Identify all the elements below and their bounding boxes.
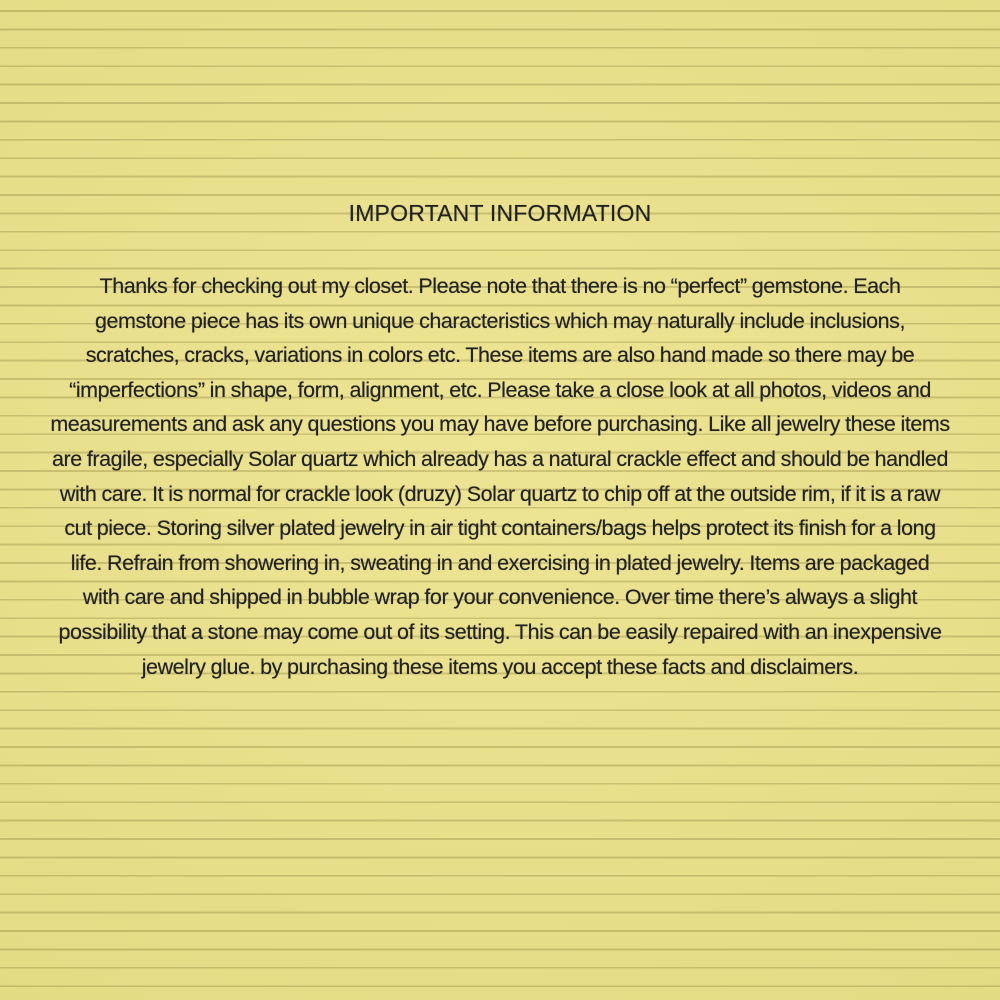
notice-line: are fragile, especially Solar quartz which already has a natural crackle effect and should be handled xyxy=(52,446,948,471)
notice-title: IMPORTANT INFORMATION xyxy=(348,200,652,226)
notice-line: “imperfections” in shape, form, alignment, etc. Please take a close look at all photos, videos and xyxy=(69,377,931,402)
notice-line: with care and shipped in bubble wrap for your convenience. Over time there’s always a slight xyxy=(82,585,918,610)
notice-line: Thanks for checking out my closet. Please note that there is no “perfect” gemstone. Each xyxy=(99,274,901,298)
notice-line: measurements and ask any questions you may have before purchasing. Like all jewelry these items xyxy=(50,412,950,437)
notice-line: scratches, cracks, variations in colors etc. These items are also hand made so there may be xyxy=(85,343,915,368)
notice-line: jewelry glue. by purchasing these items you accept these facts and disclaimers. xyxy=(141,654,859,679)
notice-line: life. Refrain from showering in, sweating in and exercising in plated jewelry. Items are packaged xyxy=(70,550,930,575)
notice-line: with care. It is normal for crackle look (druzy) Solar quartz to chip off at the outside rim, if it is a raw xyxy=(59,481,941,506)
notice-line: possibility that a stone may come out of its setting. This can be easily repaired with an inexpensive xyxy=(58,619,942,644)
notice-body xyxy=(0,269,1000,684)
notice-line: cut piece. Storing silver plated jewelry in air tight containers/bags helps protect its finish for a long xyxy=(64,516,936,541)
notice-line: gemstone piece has its own unique characteristics which may naturally include inclusions, xyxy=(94,308,905,333)
